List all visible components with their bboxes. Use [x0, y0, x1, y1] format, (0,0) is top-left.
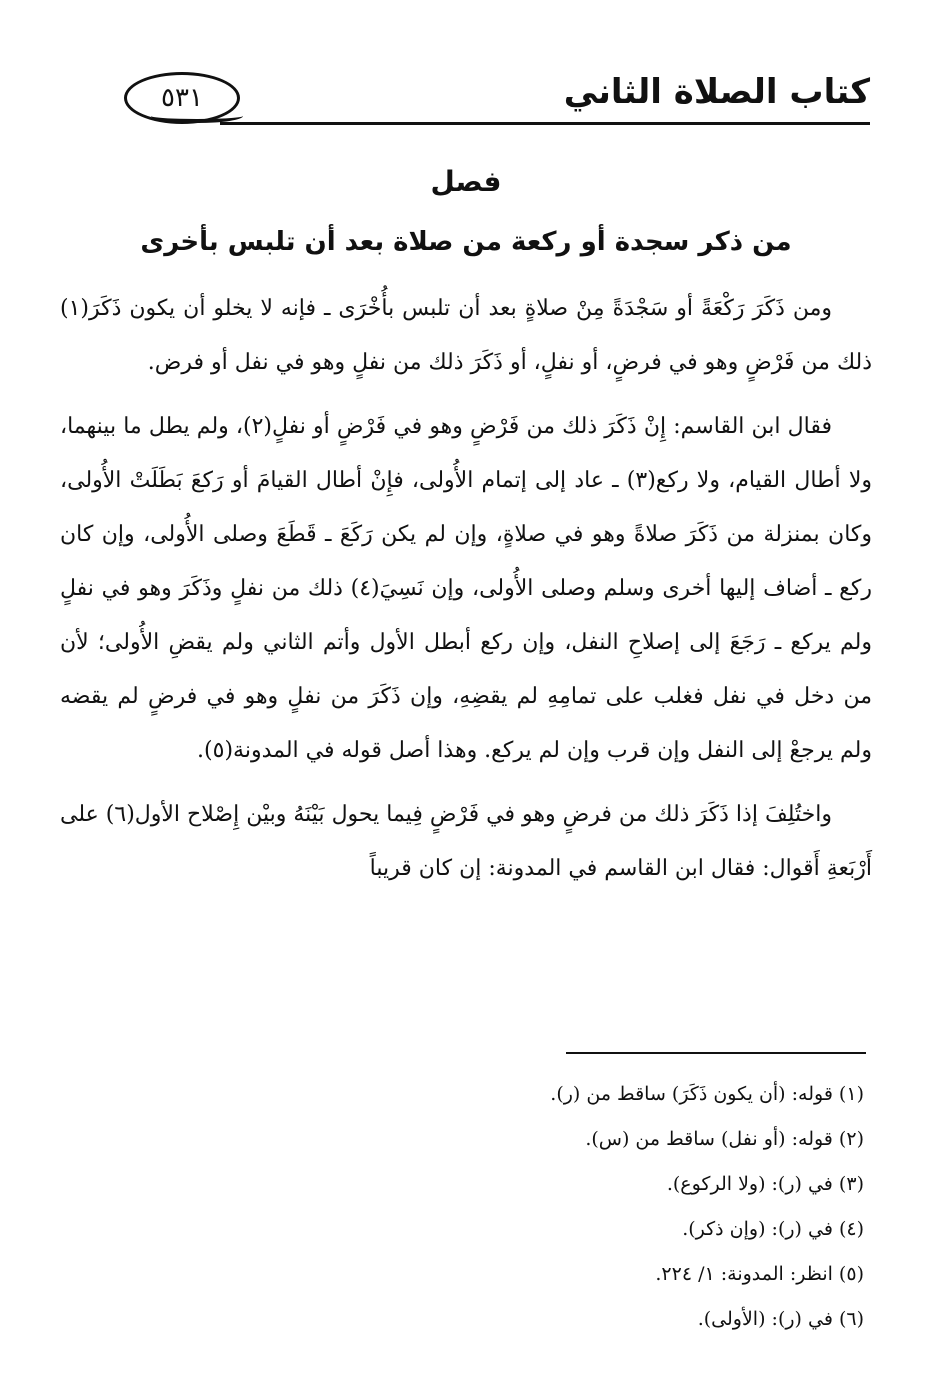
footnote: (٦) في (ر): (الأولى). — [697, 1308, 864, 1330]
paragraph: واختُلِفَ إذا ذَكَرَ ذلك من فرضٍ وهو في فَرْضٍ فِيما يحول بَيْنَهُ وبيْن إِصْلاح الأول(٦) على أَرْبَعةِ أَقوال: فقال ابن القاسم في المدونة: إن كان قريباً — [60, 802, 872, 881]
body-text — [60, 282, 872, 906]
page-number-oval — [124, 72, 240, 124]
footnote: (٥) انظر: المدونة: ١/ ٢٢٤. — [655, 1263, 864, 1285]
footnotes — [60, 1072, 864, 1342]
book-title: كتاب الصلاة الثاني — [563, 72, 870, 112]
paragraph: فقال ابن القاسم: إِنْ ذَكَرَ ذلك من فَرْضٍ وهو في فَرْضٍ أو نفلٍ(٢)، ولم يطل ما بينهما، ولا أطال القيام، ولا ركع(٣) ـ عاد إلى إتمام الأُولى، فإِنْ أطال القيامَ أو رَكعَ بَطَلَتْ الأُولى، وكان بمنزلة من ذَكَرَ صلاةً وهو في صلاةٍ، وإن لم يكن رَكَعَ ـ قَطَعَ وصلى الأُولى، وإن كان ركع ـ أضاف إليها أخرى وسلم وصلى الأُولى، وإن نَسِيَ(٤) ذلك من نفلٍ وذَكَرَ وهو في نفلٍ ولم يركع ـ رَجَعَ إلى إصلاحِ النفل، وإن ركع أبطل الأول وأتم الثاني ولم يقضِ الأُولى؛ لأن من دخل في نفل فغلب على تمامِهِ لم يقضِهِ، وإن ذَكَرَ من نفلٍ وهو في فرضٍ لم يقضه ولم يرجعْ إلى النفل وإن قرب وإن لم يركع. وهذا أصل قوله في المدونة(٥). — [60, 414, 873, 763]
footnote-separator — [566, 1052, 866, 1054]
footnote: (٣) في (ر): (ولا الركوع). — [666, 1173, 864, 1195]
footnote: (٤) في (ر): (وإن ذكر). — [682, 1218, 864, 1240]
section-subheading: من ذكر سجدة أو ركعة من صلاة بعد أن تلبس بأخرى — [140, 227, 792, 257]
page-number: ٥٣١ — [161, 83, 203, 113]
section-heading: فصل — [430, 165, 502, 198]
footnote: (٢) قوله: (أو نفل) ساقط من (س). — [585, 1128, 864, 1150]
paragraph: ومن ذَكَرَ رَكْعَةً أو سَجْدَةً مِنْ صلاةٍ بعد أن تلبس بأُخْرَى ـ فإنه لا يخلو أن يكون ذَكَرَ(١) ذلك من فَرْضٍ وهو في فرضٍ، أو نفلٍ، أو ذَكَرَ ذلك من نفلٍ وهو في نفل أو فرض. — [60, 296, 872, 375]
header-rule — [220, 122, 870, 125]
footnote: (١) قوله: (أن يكون ذَكَرَ) ساقط من (ر). — [550, 1083, 864, 1105]
running-header — [120, 66, 870, 136]
